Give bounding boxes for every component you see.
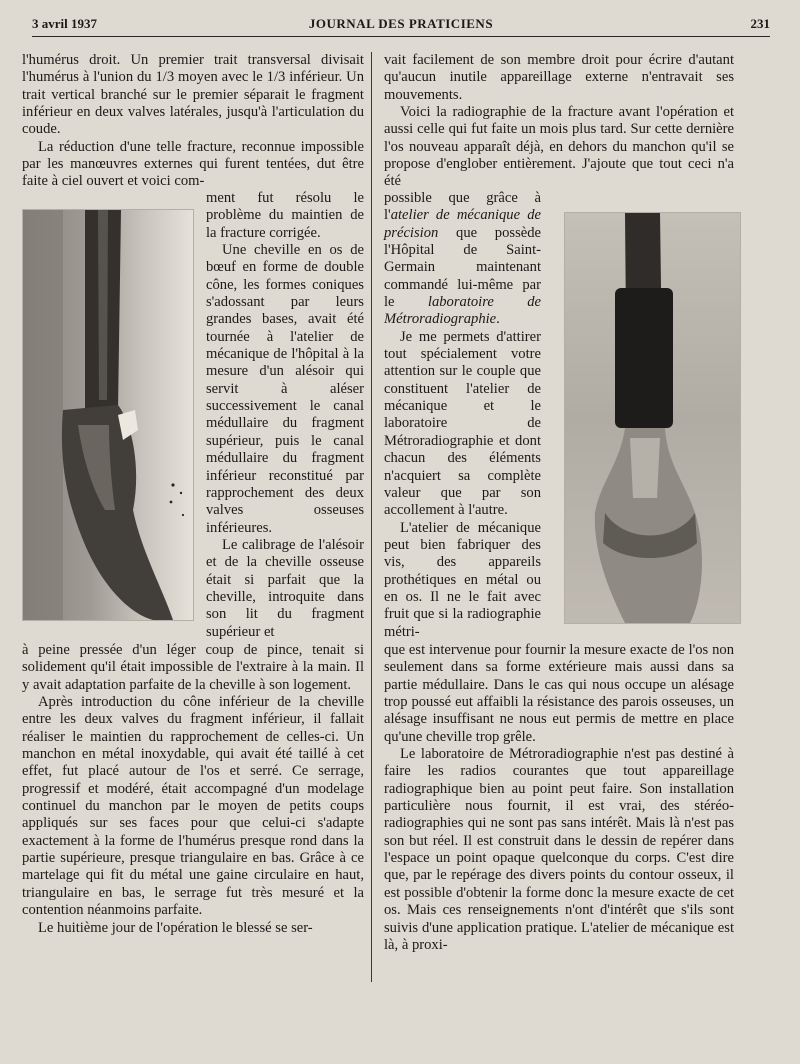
paragraph: ment fut résolu le problème du maintien de la fracture corrigée.: [206, 190, 364, 241]
paragraph: à peine pressée d'un léger coup de pince, tenait si solidement qu'il était impossible de l'extraire à la main. Il y avait adaptation parfaite de la cheville à son logement.: [22, 642, 364, 693]
paragraph: Après introduction du cône inférieur de la cheville entre les deux valves du fragment inférieur, il fallait réaliser le maintien du rapprochement de celles-ci. Un manchon en métal inoxydable, qui avait été taillé à cet effet, fut placé autour de l'os et serré. Ce serrage, progressif et modéré, était accompagné d'un modelage continuel du manchon par le moyen de petits coups appliqués sur ses faces pour que celui-ci s'adapte exactement à la forme de l'humérus presque rond dans la partie supérieure, presque triangulaire en bas. Grâce à ce martelage qui fit du métal une gaine circulaire en haut, triangulaire en bas, le serrage fut très mesuré et la contention néanmoins parfaite.: [22, 694, 364, 919]
paragraph: vait facilement de son membre droit pour écrire d'autant qu'aucun inutile appareillage externe n'entravait ses mouvements.: [384, 52, 734, 103]
xray-sleeve-illustration: [565, 213, 740, 623]
left-column-wrap: [206, 190, 364, 641]
xray-before-image: [22, 209, 194, 621]
left-column-top: [22, 52, 364, 191]
paragraph: Le huitième jour de l'opération le blessé se ser-: [38, 919, 313, 936]
left-column-bottom: [22, 642, 364, 937]
right-column-top: [384, 52, 734, 191]
right-column-wrap: [384, 190, 541, 641]
xray-after-image: [564, 212, 741, 624]
paragraph: possible que grâce à l'atelier de mécanique de précision que possède l'Hôpital de Saint-Germain maintenant commandé lui-même par le laboratoire de Métroradiographie.: [384, 190, 541, 328]
paragraph: Le calibrage de l'alésoir et de la cheville osseuse était si parfait que la cheville, introquite dans son lit du fragment supérieur et: [206, 536, 364, 640]
column-divider: [371, 52, 372, 982]
paragraph: que est intervenue pour fournir la mesure exacte de l'os non seulement dans sa forme extérieure mais aussi dans sa partie médullaire. Dans le cas qui nous occupe un alésage trop poussé eut affaibli la résistance des parois osseuses, un alésage insuffisant ne nous eut permis de mettre en place qu'une cheville trop grêle.: [384, 642, 734, 745]
paragraph: L'atelier de mécanique peut bien fabriquer des vis, des appareils prothétiques en métal ou en os. Il ne le fait avec fruit que si la radiographie métri-: [384, 519, 541, 640]
xray-fracture-illustration: [23, 210, 193, 620]
page-number: 231: [750, 16, 770, 31]
right-column-bottom: [384, 642, 734, 954]
paragraph: Une cheville en os de bœuf en forme de double cône, les formes coniques s'adossant par leurs grandes bases, avait été tournée à l'atelier de mécanique de l'hôpital à la mesure d'un alésoir qui servit à aléser successivement le canal médullaire du fragment supérieur, puis le canal médullaire du fragment inférieur reconstitué par rapprochement des deux valves osseuses inférieures.: [206, 242, 364, 536]
paragraph: l'humérus droit. Un premier trait transversal divisait l'humérus à l'union du 1/3 moyen avec le 1/3 inférieur. Un trait vertical branché sur le premier séparait le fragment inférieur en deux valves latérales, jusqu'à l'articulation du coude.: [22, 52, 364, 138]
paragraph: Je me permets d'attirer tout spécialement votre attention sur le couple que constituent l'atelier de mécanique et le laboratoire de Métroradiographie et dont chacun des éléments n'acquiert sa complète valeur que par son accollement à l'autre.: [384, 328, 541, 519]
paragraph: Voici la radiographie de la fracture avant l'opération et aussi celle qui fut faite un mois plus tard. Sur cette dernière l'os nouveau apparaît déjà, en dehors du manchon qu'il se propose d'englober entièrement. J'ajoute que tout ceci n'a été: [384, 104, 734, 190]
running-header: [32, 14, 770, 37]
journal-title: JOURNAL DES PRATICIENS: [308, 16, 494, 31]
issue-date: 3 avril 1937: [32, 16, 97, 31]
paragraph: La réduction d'une telle fracture, reconnue impossible par les manœuvres externes qui furent tentées, dut être faite à ciel ouvert et voici com-: [22, 138, 364, 190]
paragraph: Le laboratoire de Métroradiographie n'est pas destiné à faire les radios courantes que tout appareillage radiographique bien au point peut faire. Son installation particulière nous fournit, il est vrai, des stéréo-radiographies qui ne sont pas sans intérêt. Mais là n'est pas son but réel. Il est construit dans le dessin de repérer dans l'espace un point opaque quelconque du corps. C'est dire que, par le repérage des divers points du contour osseux, il est possible d'obtenir la forme donc la mesure exacte de cet os. Mais ces renseignements n'ont d'intérêt que s'ils sont suivis d'une application pratique. L'atelier de mécanique est là, à proxi-: [384, 746, 734, 953]
